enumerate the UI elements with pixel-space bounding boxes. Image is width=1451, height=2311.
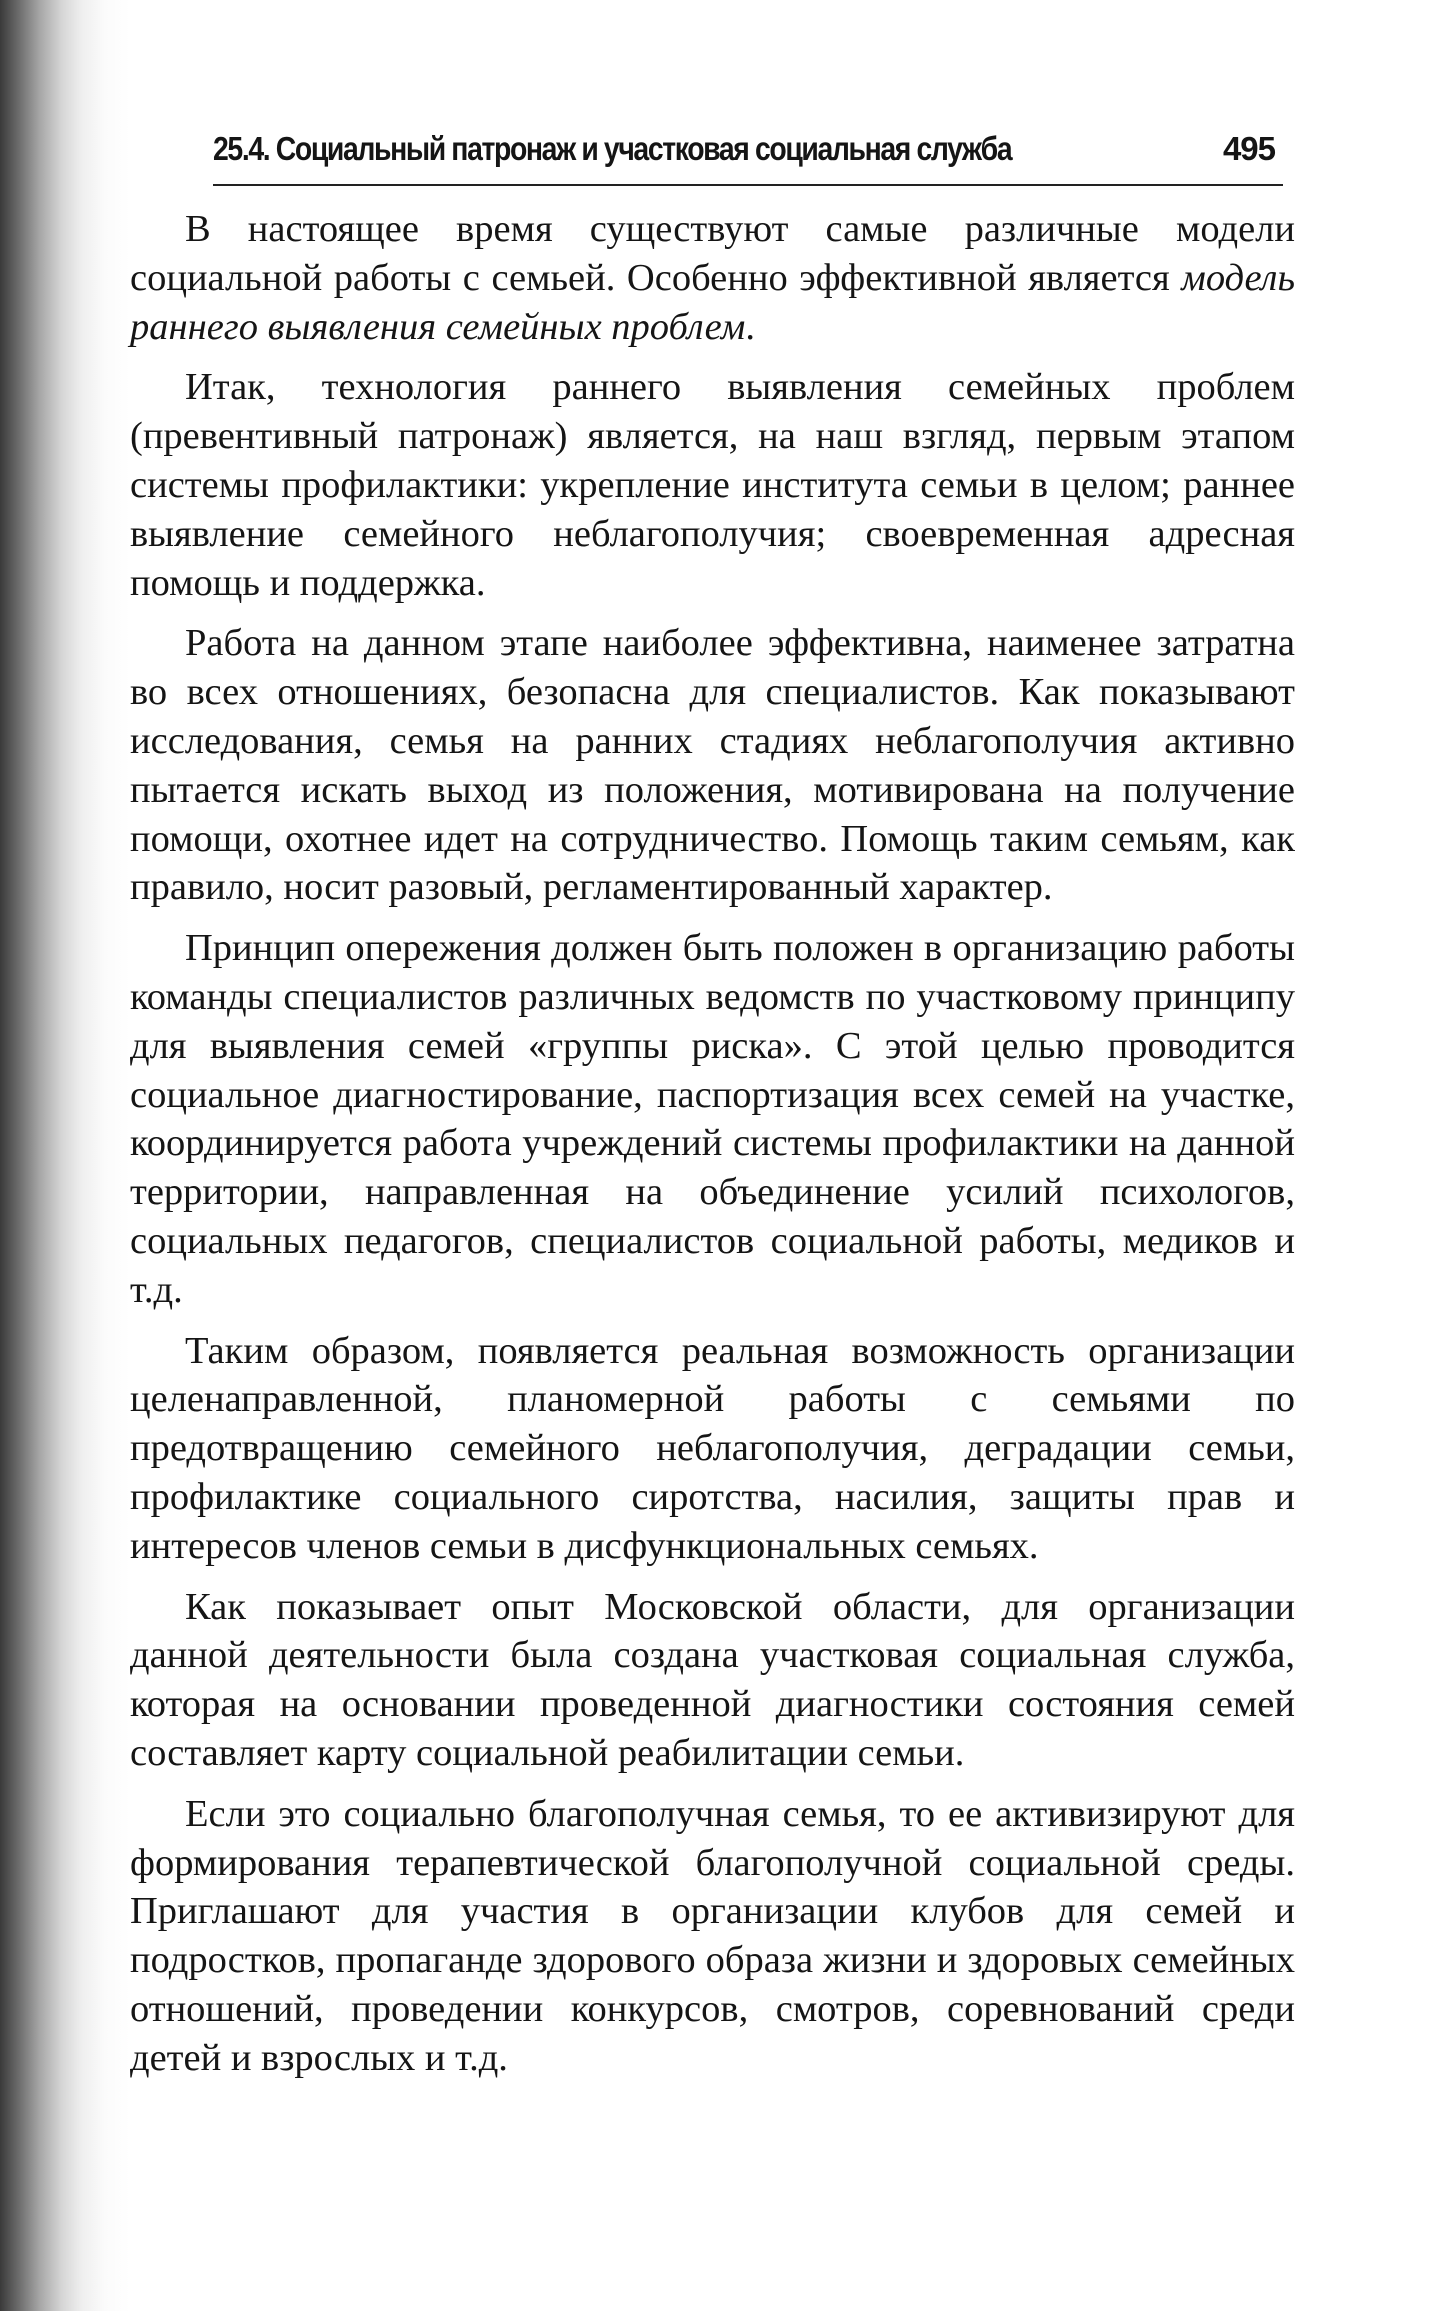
paragraph-1	[130, 205, 1295, 351]
paragraph-2: Итак, технология раннего выявления семейных проблем (превентивный патронаж) является, на наш взгляд, первым этапом системы профилактики: укрепление института семьи в целом; раннее выявление семейного неблагополучия; своевременная адресная помощь и поддержка.	[130, 366, 1295, 604]
running-title: 25.4. Социальный патронаж и участковая социальная служба	[213, 130, 1012, 167]
body-text	[130, 205, 1295, 2082]
paragraph-7: Если это социально благополучная семья, то ее активизируют для формирования терапевтической благополучной социальной среды. Приглашают для участия в организации клубов для семей и подростков, пропаганде здорового образа жизни и здоровых семейных отношений, проведении конкурсов, смотров, соревнований среди детей и взрослых и т.д.	[130, 1792, 1295, 2079]
paragraph-5: Таким образом, появляется реальная возможность организации целенаправленной, планомерной работы с семьями по предотвращению семейного неблагополучия, деградации семьи, профилактике социального сиротства, насилия, защиты прав и интересов членов семьи в дисфункциональных семьях.	[130, 1329, 1295, 1567]
running-header	[213, 128, 1283, 186]
paragraph-3: Работа на данном этапе наиболее эффективна, наименее затратна во всех отношениях, безопасна для специалистов. Как показывают исследования, семья на ранних стадиях неблагополучия активно пытается искать выход из положения, мотивирована на получение помощи, охотнее идет на сотрудничество. Помощь таким семьям, как правило, носит разовый, регламентированный характер.	[130, 622, 1295, 909]
paragraph-6: Как показывает опыт Московской области, для организации данной деятельности была создана участковая социальная служба, которая на основании проведенной диагностики состояния семей составляет карту социальной реабилитации семьи.	[130, 1585, 1295, 1774]
paragraph-1-end: .	[745, 305, 756, 348]
paragraph-1-text: В настоящее время существуют самые различные модели социальной работы с семьей. Особенно эффективной является	[130, 208, 1295, 299]
paragraph-4: Принцип опережения должен быть положен в организацию работы команды специалистов различных ведомств по участковому принципу для выявления семей «группы риска». С этой целью проводится социальное диагностирование, паспортизация всех семей на участке, координируется работа учреждений системы профилактики на данной территории, направленная на объединение усилий психологов, социальных педагогов, специалистов социальной работы, медиков и т.д.	[130, 927, 1295, 1311]
emphasized-term: модель раннего выявления семейных проблем	[130, 256, 1295, 348]
page-number: 495	[1222, 130, 1275, 167]
